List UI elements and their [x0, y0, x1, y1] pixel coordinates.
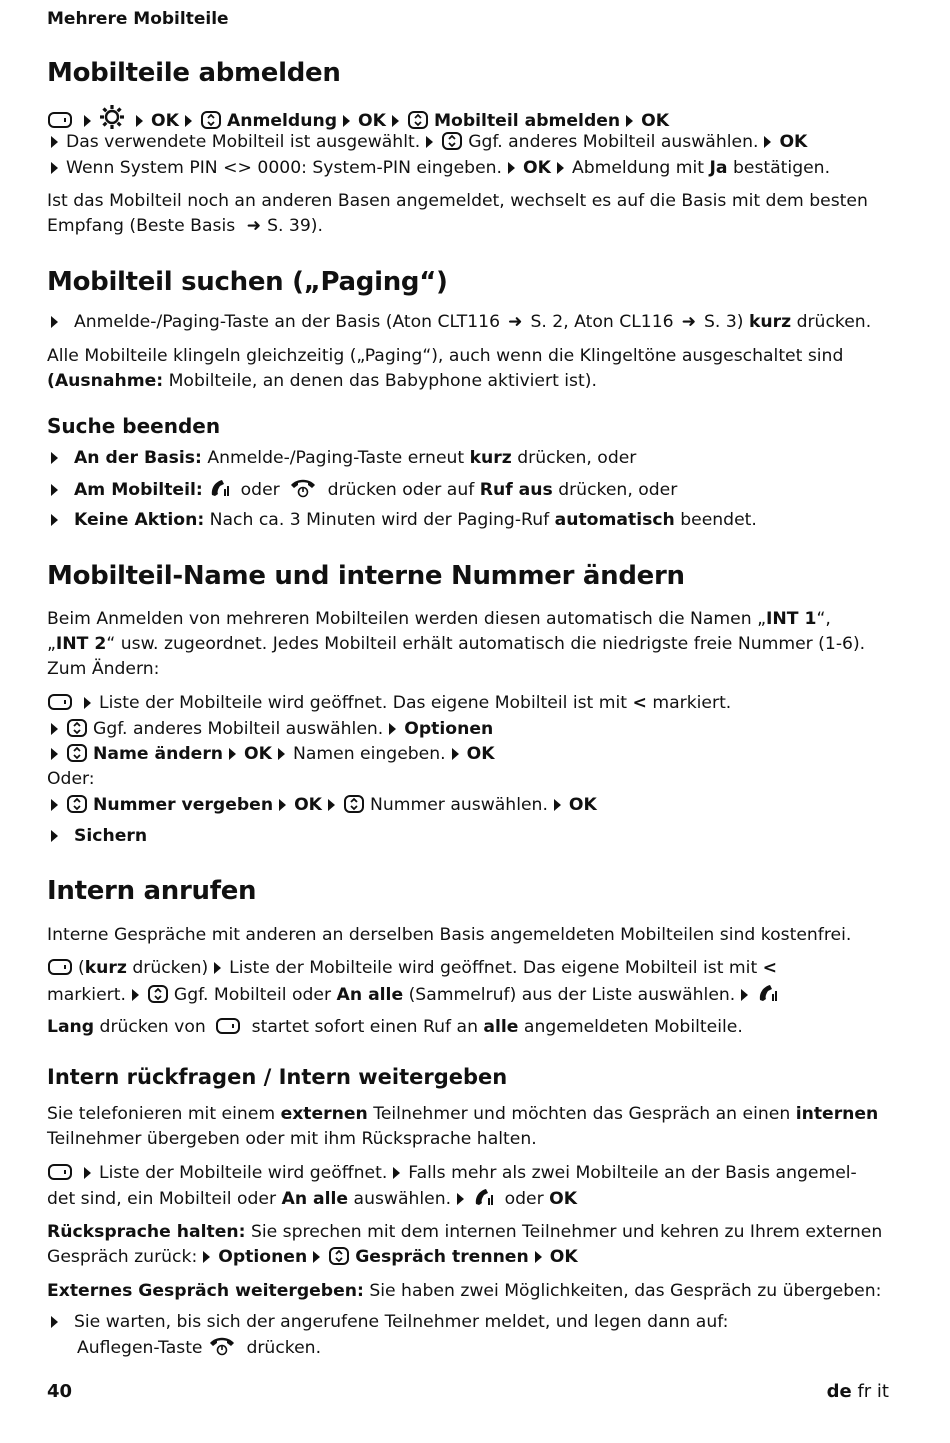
arrow-icon — [313, 1251, 320, 1263]
nav-key-icon — [343, 794, 365, 822]
emphasis: kurz — [469, 448, 512, 468]
menu-nummer-vergeben: Nummer vergeben — [93, 795, 274, 815]
arrow-icon — [51, 748, 58, 760]
ok-key: OK — [358, 111, 386, 131]
nav-key-icon — [147, 984, 169, 1012]
paragraph-line — [47, 1015, 743, 1044]
paragraph-text: Sie sprechen mit dem internen Teilnehmer und kehren zu Ihrem externen — [245, 1222, 883, 1242]
paragraph-text: startet sofort einen Ruf an — [246, 1017, 484, 1037]
ok-key: OK — [641, 111, 670, 131]
bullet-continuation — [77, 1335, 321, 1365]
own-marker: < — [762, 958, 778, 978]
paragraph-line — [47, 632, 865, 657]
internal-key-icon — [47, 957, 73, 985]
instruction-text: auswählen. — [348, 1189, 452, 1209]
page-number: 40 — [47, 1381, 73, 1402]
language-others: fr it — [851, 1381, 889, 1402]
instruction-line — [47, 956, 777, 985]
instruction-line — [47, 156, 830, 181]
arrow-icon — [389, 723, 396, 735]
paragraph-line — [47, 1279, 881, 1304]
emphasis: (Ausnahme: — [47, 371, 164, 391]
instruction-text: Namen eingeben. — [292, 744, 446, 764]
nav-key-icon — [441, 131, 463, 159]
instruction-text: markiert. — [47, 985, 126, 1005]
ok-key: OK — [549, 1247, 578, 1267]
instruction-text: Liste der Mobilteile wird geöffnet. Das eigene Mobilteil ist mit — [99, 693, 633, 713]
arrow-icon — [214, 962, 221, 974]
instruction-text: Wenn System PIN <> 0000: System-PIN eingeben. — [66, 158, 502, 178]
nav-key-icon — [66, 794, 88, 822]
instruction-text: ( — [78, 958, 85, 978]
menu-mobilteil-abmelden: Mobilteil abmelden — [433, 111, 621, 131]
emphasis: INT 2 — [55, 634, 107, 654]
arrow-icon — [392, 115, 399, 127]
paragraph-text: angemeldeten Mobilteile. — [518, 1017, 743, 1037]
emphasis: Ruf aus — [479, 480, 553, 500]
ref-arrow-icon: ➜ — [681, 312, 696, 332]
instruction-text: markiert. — [646, 693, 732, 713]
emphasis: An alle — [336, 985, 404, 1005]
ja-key: Ja — [709, 158, 728, 178]
emphasis: Am Mobilteil — [74, 480, 196, 500]
paragraph-line: Oder: — [47, 769, 95, 789]
bullet-line: Am Mobilteil: oder drücken oder auf Ruf aus drücken, oder — [47, 477, 677, 507]
bullet-text: Anmelde-/Paging-Taste erneut — [201, 448, 470, 468]
instruction-line — [47, 793, 597, 822]
arrow-icon — [508, 162, 515, 174]
instruction-text: Gespräch zurück: — [47, 1247, 198, 1267]
arrow-icon — [426, 136, 433, 148]
bullet-text: beendet. — [674, 510, 757, 530]
emphasis: alle — [483, 1017, 519, 1037]
arrow-icon — [554, 799, 561, 811]
bullet-arrow-icon — [51, 484, 58, 496]
emphasis: Externes Gespräch weitergeben: — [47, 1281, 364, 1301]
talk-key-icon — [472, 1186, 494, 1216]
ref-arrow-icon: ➜ — [246, 216, 262, 236]
heading-mobilteil-suchen: Mobilteil suchen („Paging“) — [47, 267, 448, 297]
ok-key: OK — [151, 111, 179, 131]
ok-key: OK — [523, 158, 551, 178]
arrow-icon — [51, 162, 58, 174]
arrow-icon — [84, 115, 91, 127]
paragraph-line: Interne Gespräche mit anderen an derselben Basis angemeldeten Mobilteilen sind kostenfrei. — [47, 925, 852, 945]
emphasis: kurz — [84, 958, 127, 978]
arrow-icon — [393, 1167, 400, 1179]
paragraph-line — [47, 369, 597, 394]
subheading-suche-beenden: Suche beenden — [47, 414, 221, 438]
bullet-text: Sie warten, bis sich der angerufene Teilnehmer meldet, und legen dann auf: — [74, 1312, 729, 1332]
instruction-text: Ggf. Mobilteil oder — [173, 985, 337, 1005]
heading-name-nummer-aendern: Mobilteil-Name und interne Nummer ändern — [47, 561, 685, 591]
menu-gespraech-trennen: Gespräch trennen — [355, 1247, 529, 1267]
bullet-arrow-icon — [51, 514, 58, 526]
arrow-icon — [452, 748, 459, 760]
instruction-line — [47, 742, 495, 771]
instruction-text: bestätigen. — [727, 158, 831, 178]
arrow-icon — [132, 989, 139, 1001]
instruction-text: Liste der Mobilteile wird geöffnet. — [99, 1163, 388, 1183]
ok-key: OK — [549, 1189, 578, 1209]
bullet-text: drücken. — [240, 1338, 322, 1358]
ok-key: OK — [779, 132, 808, 152]
bullet-text: Auflegen-Taste — [77, 1338, 203, 1358]
talk-key-icon — [208, 477, 230, 507]
instruction-text: det sind, ein Mobilteil oder — [47, 1189, 282, 1209]
bullet-text: drücken. — [796, 312, 872, 332]
paragraph-text: Sie telefonieren mit einem — [47, 1104, 281, 1124]
paragraph-line: Teilnehmer übergeben oder mit ihm Rücksprache halten. — [47, 1129, 537, 1149]
instruction-text: (Sammelruf) aus der Liste auswählen. — [403, 985, 736, 1005]
instruction-text: Ggf. anderes Mobilteil auswählen. — [93, 719, 384, 739]
paragraph-line — [47, 1220, 882, 1245]
end-call-key-icon — [208, 1335, 236, 1365]
talk-key-icon — [756, 982, 778, 1012]
bullet-text: drücken oder auf — [322, 480, 480, 500]
language-indicator — [827, 1381, 889, 1402]
instruction-text: Abmeldung mit — [571, 158, 710, 178]
heading-mobilteile-abmelden: Mobilteile abmelden — [47, 58, 341, 88]
arrow-icon — [51, 799, 58, 811]
emphasis: Rücksprache halten: — [47, 1222, 246, 1242]
emphasis: An alle — [281, 1189, 349, 1209]
instruction-text: Nummer auswählen. — [370, 795, 548, 815]
arrow-icon — [51, 136, 58, 148]
arrow-icon — [626, 115, 633, 127]
page-reference: S. 2, Aton CL116 — [530, 312, 674, 332]
bullet-text: Nach ca. 3 Minuten wird der Paging-Ruf — [204, 510, 555, 530]
bullet-line — [47, 1310, 728, 1335]
emphasis: INT 1 — [765, 609, 817, 629]
emphasis: internen — [795, 1104, 879, 1124]
menu-name-aendern: Name ändern — [93, 744, 224, 764]
paragraph-line — [47, 1102, 878, 1127]
language-current: de — [826, 1381, 852, 1402]
instruction-line — [47, 691, 731, 720]
subheading-intern-rueckfragen: Intern rückfragen / Intern weitergeben — [47, 1065, 508, 1089]
arrow-icon — [343, 115, 350, 127]
arrow-icon — [136, 115, 143, 127]
arrow-icon — [185, 115, 192, 127]
instruction-text: oder — [499, 1189, 550, 1209]
paragraph-text: Empfang (Beste Basis — [47, 216, 236, 236]
instruction-text: Liste der Mobilteile wird geöffnet. Das eigene Mobilteil ist mit — [229, 958, 763, 978]
paragraph-text: “, — [816, 609, 831, 629]
paragraph-text: “ usw. zugeordnet. Jedes Mobilteil erhält automatisch die niedrigste freie Nummer (1-6). — [106, 634, 866, 654]
bullet-line — [47, 310, 871, 335]
bullet-arrow-icon — [51, 830, 58, 842]
ok-key: OK — [466, 744, 495, 764]
instruction-line — [47, 982, 783, 1012]
arrow-icon — [328, 799, 335, 811]
paragraph-line — [47, 214, 323, 239]
nav-key-icon — [328, 1246, 350, 1274]
menu-optionen: Optionen — [218, 1247, 308, 1267]
bullet-line — [47, 508, 757, 533]
instruction-line — [47, 1245, 578, 1274]
paragraph-text: „ — [47, 634, 56, 654]
menu-optionen: Optionen — [404, 719, 494, 739]
ok-key: OK — [244, 744, 272, 764]
bullet-line — [47, 446, 636, 471]
paragraph-text: Mobilteile, an denen das Babyphone aktiviert ist). — [163, 371, 597, 391]
paragraph-line: Ist das Mobilteil noch an anderen Basen angemeldet, wechselt es auf die Basis mit dem besten — [47, 191, 868, 211]
emphasis: automatisch — [554, 510, 675, 530]
own-marker: < — [632, 693, 647, 713]
instruction-text: drücken) — [126, 958, 209, 978]
running-header: Mehrere Mobilteile — [47, 9, 229, 29]
instruction-line — [47, 130, 807, 159]
emphasis: kurz — [748, 312, 792, 332]
internal-key-icon — [47, 692, 73, 720]
bullet-text: Anmelde-/Paging-Taste an der Basis (Aton CLT116 — [74, 312, 501, 332]
ref-arrow-icon: ➜ — [508, 312, 523, 332]
emphasis: Lang — [47, 1017, 95, 1037]
arrow-icon — [279, 799, 286, 811]
bullet-arrow-icon — [51, 316, 58, 328]
bullet-text: drücken, oder — [511, 448, 637, 468]
bullet-text: drücken, oder — [552, 480, 678, 500]
arrow-icon — [764, 136, 771, 148]
page-reference: S. 39). — [267, 216, 323, 236]
ok-key: OK — [294, 795, 322, 815]
paragraph-line: Zum Ändern: — [47, 659, 160, 679]
bullet-text: oder — [235, 480, 286, 500]
paragraph-text: drücken von — [94, 1017, 212, 1037]
instruction-text: Das verwendete Mobilteil ist ausgewählt. — [66, 132, 421, 152]
paragraph-line — [47, 607, 831, 632]
bullet-arrow-icon — [51, 1316, 58, 1328]
paragraph-text: Teilnehmer und möchten das Gespräch an einen — [367, 1104, 796, 1124]
ok-key: OK — [568, 795, 597, 815]
menu-sichern: Sichern — [74, 826, 148, 846]
page-reference: S. 3) — [704, 312, 744, 332]
arrow-icon — [203, 1251, 210, 1263]
arrow-icon — [278, 748, 285, 760]
arrow-icon — [457, 1193, 464, 1205]
arrow-icon — [557, 162, 564, 174]
heading-intern-anrufen: Intern anrufen — [47, 876, 257, 906]
bullet-arrow-icon — [51, 452, 58, 464]
paragraph-text: Beim Anmelden von mehreren Mobilteilen werden diesen automatisch die Namen „ — [47, 609, 766, 629]
arrow-icon — [535, 1251, 542, 1263]
end-call-key-icon — [289, 477, 317, 507]
arrow-icon — [741, 989, 748, 1001]
arrow-icon — [84, 1167, 91, 1179]
arrow-icon — [51, 723, 58, 735]
internal-key-icon — [215, 1016, 241, 1044]
paragraph-text: Sie haben zwei Möglichkeiten, das Gespräch zu übergeben: — [363, 1281, 882, 1301]
emphasis: externen — [280, 1104, 368, 1124]
arrow-icon — [229, 748, 236, 760]
emphasis: An der Basis: — [74, 448, 202, 468]
arrow-icon — [84, 697, 91, 709]
instruction-text: Ggf. anderes Mobilteil auswählen. — [468, 132, 759, 152]
instruction-line — [47, 1186, 577, 1216]
bullet-line — [47, 824, 147, 849]
instruction-text: Falls mehr als zwei Mobilteile an der Basis angemel- — [408, 1163, 857, 1183]
menu-anmeldung: Anmeldung — [226, 111, 338, 131]
emphasis: Keine Aktion: — [74, 510, 205, 530]
paragraph-line: Alle Mobilteile klingeln gleichzeitig („Paging“), auch wenn die Klingeltöne ausgeschaltet sind — [47, 346, 844, 366]
